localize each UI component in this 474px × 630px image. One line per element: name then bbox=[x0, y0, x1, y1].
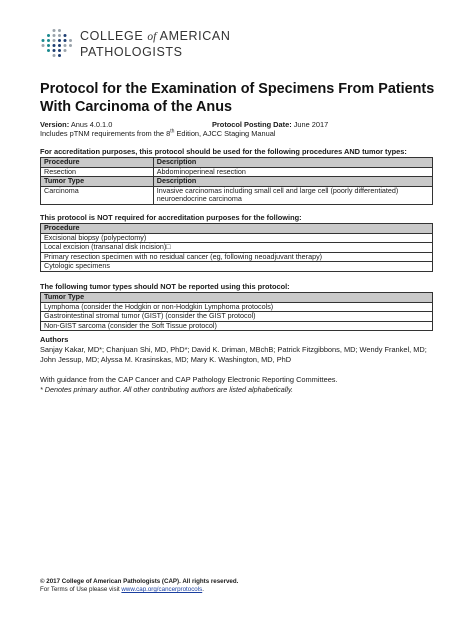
logo-dot bbox=[58, 39, 61, 42]
table-row: Local excision (transanal disk incision)□ bbox=[41, 243, 433, 253]
logo-dot bbox=[53, 44, 56, 47]
accreditation-table bbox=[40, 157, 433, 205]
page-title: Protocol for the Examination of Specimens From Patients With Carcinoma of the Anus bbox=[40, 81, 435, 115]
table-row: Primary resection specimen with no residual cancer (eg, following neoadjuvant therapy) bbox=[41, 252, 433, 262]
table-row: Excisional biopsy (polypectomy) bbox=[41, 233, 433, 243]
not-required-table bbox=[40, 223, 433, 272]
logo-dot bbox=[64, 39, 67, 42]
logo-dot bbox=[69, 44, 72, 47]
logo-dot bbox=[42, 44, 45, 47]
logo-dot bbox=[47, 39, 50, 42]
logo-dot bbox=[53, 39, 56, 42]
table-header-row bbox=[41, 177, 433, 187]
description-header: Description bbox=[153, 158, 432, 168]
table-row: Resection Abdominoperineal resection bbox=[41, 167, 433, 177]
cap-logo bbox=[40, 28, 240, 60]
primary-author-note: * Denotes primary author. All other contributing authors are listed alphabetically. bbox=[40, 385, 294, 394]
logo-dot bbox=[58, 49, 61, 52]
logo-dot bbox=[53, 29, 56, 32]
guidance-text: With guidance from the CAP Cancer and CAP Pathology Electronic Reporting Committees. bbox=[40, 375, 338, 384]
logo-dot bbox=[47, 44, 50, 47]
not-required-heading: This protocol is NOT required for accreditation purposes for the following: bbox=[40, 213, 302, 222]
logo-dot bbox=[64, 34, 67, 37]
not-reported-heading: The following tumor types should NOT be reported using this protocol: bbox=[40, 282, 290, 291]
logo-dot bbox=[64, 49, 67, 52]
terms-line: For Terms of Use please visit www.cap.org/cancerprotocols. bbox=[40, 586, 204, 593]
includes-line: Includes pTNM requirements from the 8th Edition, AJCC Staging Manual bbox=[40, 128, 276, 138]
table-header-row: Procedure bbox=[41, 224, 433, 234]
posting-date: Protocol Posting Date: June 2017 bbox=[212, 120, 329, 129]
table-row: Lymphoma (consider the Hodgkin or non-Hodgkin Lymphoma protocols) bbox=[41, 302, 433, 312]
logo-dot bbox=[64, 44, 67, 47]
table-row: Carcinoma Invasive carcinomas including small cell and large cell (poorly differentiated) neuroendocrine carcinoma bbox=[41, 186, 433, 204]
cap-logo-dots-icon bbox=[40, 28, 74, 58]
tumor-description-header: Description bbox=[153, 177, 432, 187]
logo-dot bbox=[58, 54, 61, 57]
logo-dot bbox=[58, 34, 61, 37]
protocol-meta bbox=[40, 120, 440, 138]
logo-dot bbox=[58, 44, 61, 47]
logo-dot bbox=[53, 54, 56, 57]
footer bbox=[40, 578, 440, 594]
terms-link[interactable]: www.cap.org/cancerprotocols bbox=[121, 586, 203, 593]
version: Version: Anus 4.0.1.0 bbox=[40, 120, 113, 129]
procedure-header: Procedure bbox=[41, 158, 154, 168]
logo-dot bbox=[53, 34, 56, 37]
logo-dot bbox=[53, 49, 56, 52]
logo-dot bbox=[42, 39, 45, 42]
table-header-row: Tumor Type bbox=[41, 293, 433, 303]
authors-heading: Authors bbox=[40, 335, 69, 344]
table-header-row bbox=[41, 158, 433, 168]
authors-list: Sanjay Kakar, MD*; Chanjuan Shi, MD, PhD*; David K. Driman, MBchB; Patrick Fitzgibbons, MD; Wendy Frankel, MD; John Jessup, MD; Alyssa M. Krasinskas, MD; Mary K. Washington, MD, PhD bbox=[40, 345, 427, 364]
logo-dot bbox=[47, 34, 50, 37]
logo-dot bbox=[47, 49, 50, 52]
accreditation-heading: For accreditation purposes, this protocol should be used for the following procedures AND tumor types: bbox=[40, 147, 407, 156]
table-row: Cytologic specimens bbox=[41, 262, 433, 272]
not-reported-table bbox=[40, 292, 433, 331]
table-row: Gastrointestinal stromal tumor (GIST) (consider the GIST protocol) bbox=[41, 312, 433, 322]
tumor-type-header: Tumor Type bbox=[41, 177, 154, 187]
copyright: © 2017 College of American Pathologists (CAP). All rights reserved. bbox=[40, 578, 239, 585]
logo-dot bbox=[58, 29, 61, 32]
logo-dot bbox=[69, 39, 72, 42]
table-row: Non-GIST sarcoma (consider the Soft Tissue protocol) bbox=[41, 321, 433, 331]
cap-logo-wordmark: COLLEGE of AMERICAN PATHOLOGISTS bbox=[80, 29, 231, 59]
